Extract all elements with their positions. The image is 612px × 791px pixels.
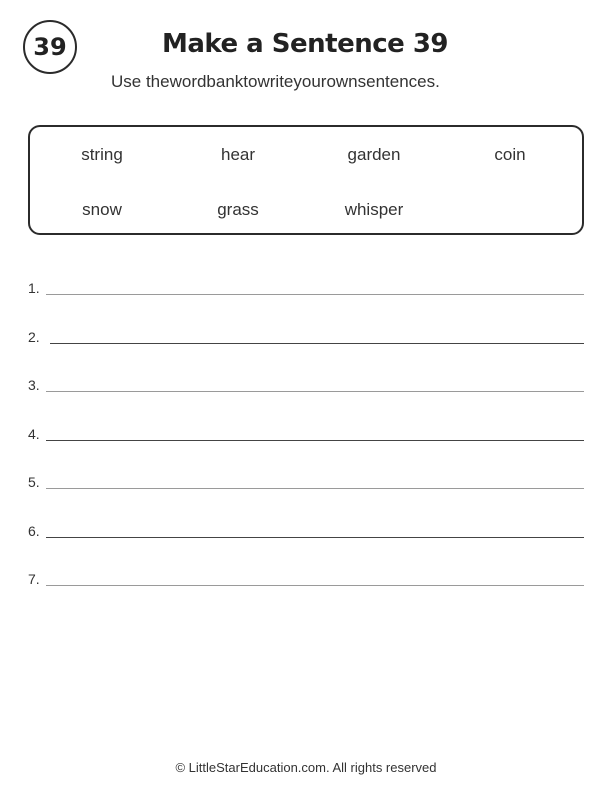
writing-line[interactable] bbox=[50, 343, 584, 344]
answer-line-2[interactable] bbox=[28, 329, 584, 349]
writing-line[interactable] bbox=[46, 294, 584, 295]
answer-line-7[interactable] bbox=[28, 571, 584, 591]
answer-line-5[interactable] bbox=[28, 474, 584, 494]
answer-line-1[interactable] bbox=[28, 280, 584, 300]
word-bank-item: whisper bbox=[344, 200, 404, 219]
word-bank-item: coin bbox=[494, 145, 526, 164]
word-bank-item: hear bbox=[220, 145, 256, 164]
line-number: 7. bbox=[28, 571, 40, 587]
word-bank bbox=[28, 125, 584, 235]
writing-line[interactable] bbox=[46, 585, 584, 586]
line-number: 5. bbox=[28, 474, 40, 490]
page-title bbox=[0, 29, 611, 59]
line-number: 1. bbox=[28, 280, 40, 296]
badge-number: 39 bbox=[33, 33, 67, 61]
line-number: 4. bbox=[28, 426, 40, 442]
line-number: 3. bbox=[28, 377, 40, 393]
word-bank-item: grass bbox=[217, 200, 259, 219]
word-bank-item: snow bbox=[82, 200, 122, 219]
line-number: 6. bbox=[28, 523, 40, 539]
answer-line-4[interactable] bbox=[28, 426, 584, 446]
instructions: Use thewordbanktowriteyourownsentences. bbox=[111, 72, 440, 91]
writing-line[interactable] bbox=[46, 537, 584, 538]
answer-line-3[interactable] bbox=[28, 377, 584, 397]
writing-line[interactable] bbox=[46, 488, 584, 489]
writing-line[interactable] bbox=[46, 440, 584, 441]
word-bank-item: garden bbox=[347, 145, 401, 164]
word-bank-item: string bbox=[81, 145, 123, 164]
page-title-text: Make a Sentence 39 bbox=[161, 29, 448, 59]
writing-line[interactable] bbox=[46, 391, 584, 392]
answer-line-6[interactable] bbox=[28, 523, 584, 543]
copyright-footer: © LittleStarEducation.com. All rights reserved bbox=[175, 760, 437, 775]
line-number: 2. bbox=[28, 329, 40, 345]
